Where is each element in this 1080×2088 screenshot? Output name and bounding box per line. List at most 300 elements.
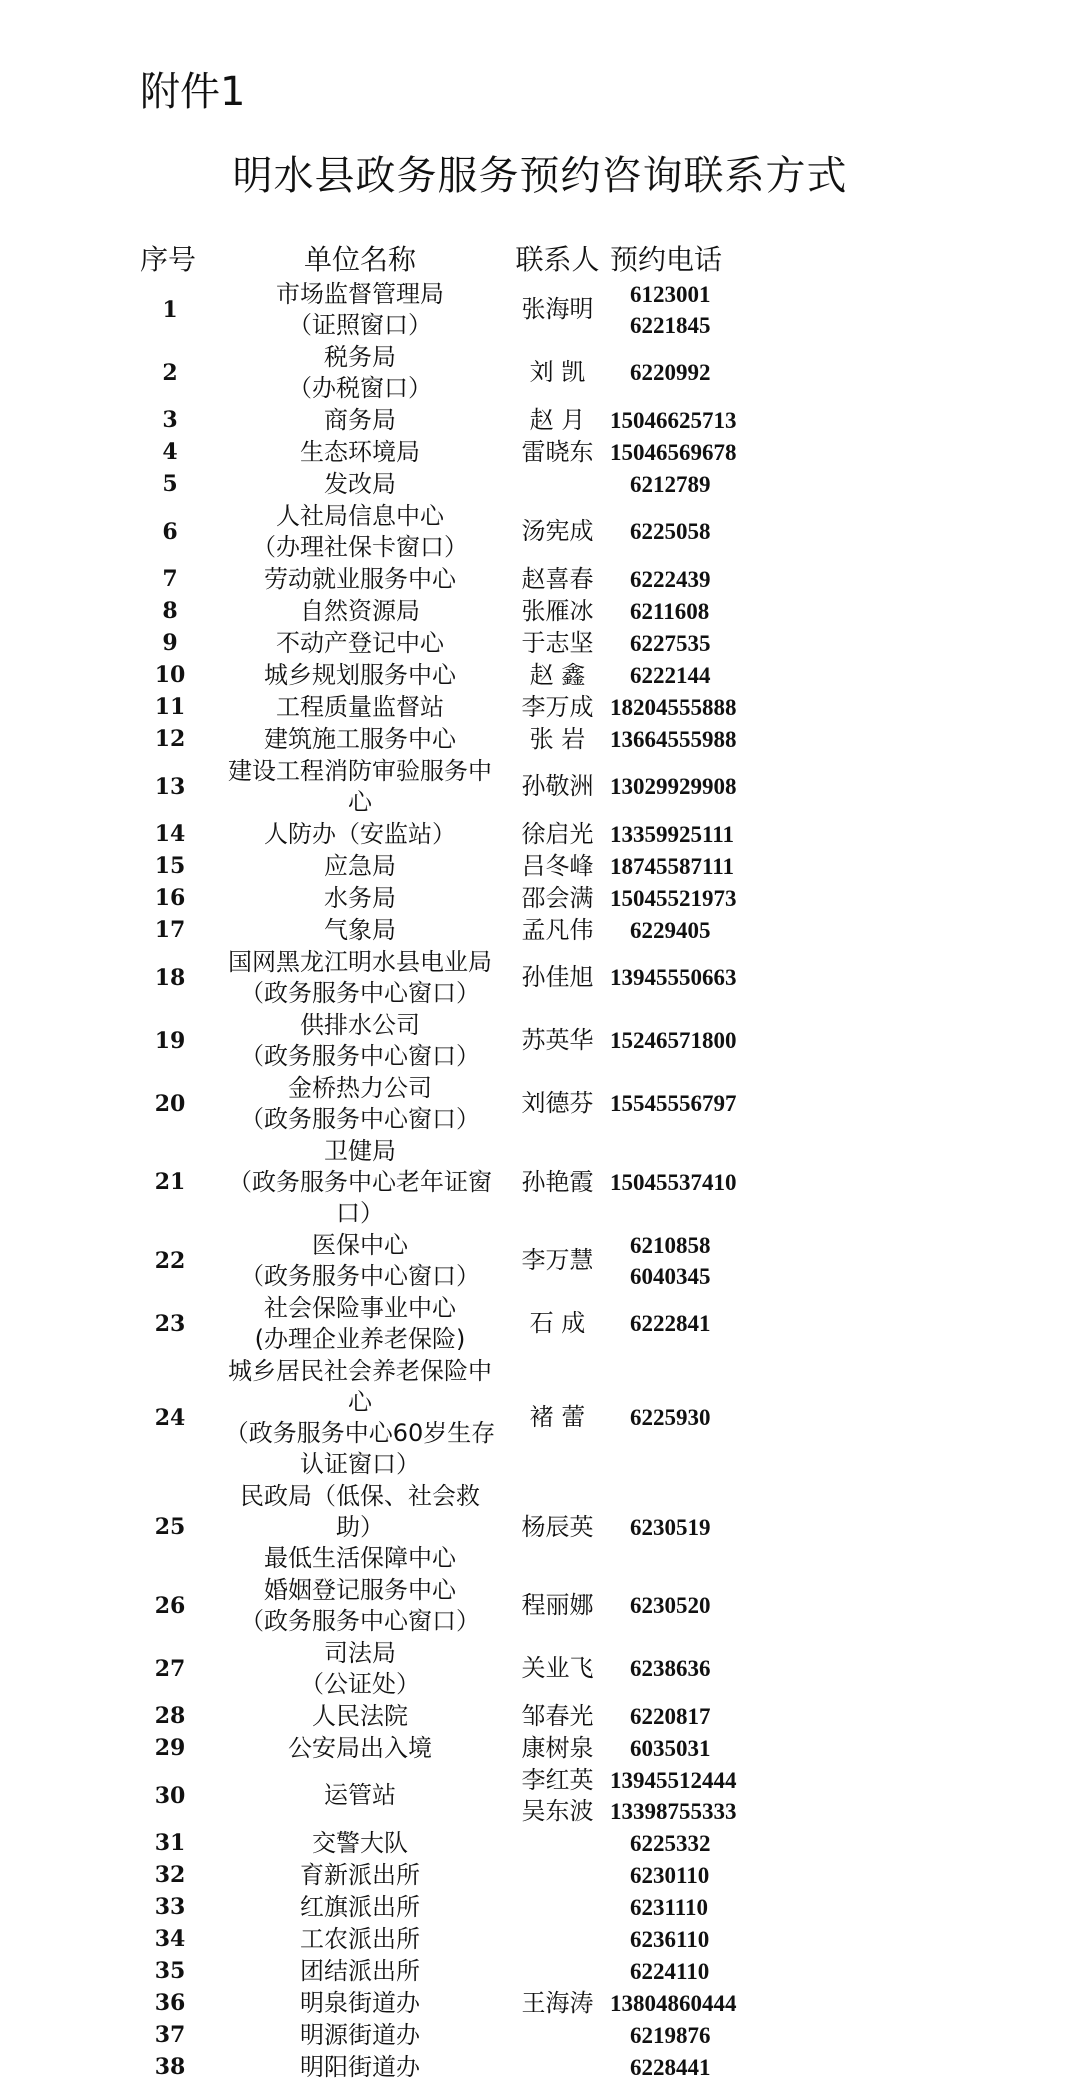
cell-unit-name — [210, 1073, 510, 1135]
cell-no: 32 — [154, 1862, 186, 1888]
header-contact: 联系人 — [515, 243, 600, 276]
cell-contact — [510, 1765, 605, 1827]
cell-phone-line: 6222439 — [630, 566, 711, 592]
cell-contact-line: 李万慧 — [521, 1246, 594, 1274]
cell-no: 19 — [154, 1027, 186, 1054]
cell-unit-name — [210, 883, 510, 914]
table-row — [130, 1135, 750, 1229]
table-row — [130, 818, 750, 850]
cell-phone-line: 6229405 — [630, 917, 711, 943]
cell-unit-name-line: （办税窗口） — [288, 373, 432, 402]
cell-contact — [510, 1701, 605, 1732]
cell-phone — [605, 1828, 750, 1859]
cell-contact-line: 苏英华 — [521, 1026, 594, 1054]
cell-unit-name-line: 明阳街道办 — [300, 2052, 420, 2081]
cell-contact — [510, 357, 605, 388]
cell-unit-name-line: 自然资源局 — [300, 596, 420, 625]
cell-phone-line: 13359925111 — [610, 821, 734, 847]
cell-phone-line: 18745587111 — [610, 853, 734, 879]
cell-phone — [605, 628, 750, 659]
cell-phone — [605, 1956, 750, 1987]
cell-unit-name-line: （政务服务中心窗口） — [240, 978, 480, 1007]
cell-unit-name-line: 城乡规划服务中心 — [264, 660, 456, 689]
cell-unit-name — [210, 1481, 510, 1574]
cell-unit-name — [210, 279, 510, 341]
cell-phone — [605, 2020, 750, 2051]
cell-phone-line: 6040345 — [630, 1263, 711, 1289]
table-row — [130, 278, 750, 341]
cell-phone-line: 6228441 — [630, 2054, 711, 2080]
cell-phone — [605, 851, 750, 882]
cell-contact-line: 吴东波 — [521, 1796, 594, 1825]
cell-unit-name — [210, 1356, 510, 1480]
cell-contact — [510, 1025, 605, 1056]
table-row — [130, 1955, 750, 1987]
cell-contact-line: 赵 鑫 — [529, 660, 586, 689]
table-row — [130, 946, 750, 1009]
cell-no: 2 — [162, 359, 178, 386]
cell-phone-line: 6123001 — [630, 281, 711, 307]
table-row — [130, 404, 750, 436]
cell-unit-name-line: 劳动就业服务中心 — [264, 564, 456, 593]
document-title: 明水县政务服务预约咨询联系方式 — [232, 153, 848, 199]
cell-no: 34 — [154, 1926, 186, 1952]
cell-unit-name — [210, 756, 510, 818]
table-row — [130, 1292, 750, 1355]
table-row — [130, 595, 750, 627]
cell-phone-line: 15046625713 — [610, 407, 737, 433]
header-no: 序号 — [140, 243, 197, 276]
cell-contact-line: 石 成 — [529, 1309, 586, 1337]
table-row — [130, 1009, 750, 1072]
cell-unit-name — [210, 1956, 510, 1987]
cell-phone — [605, 357, 750, 388]
cell-unit-name — [210, 915, 510, 946]
cell-unit-name-line: 交警大队 — [312, 1828, 408, 1857]
cell-no: 30 — [154, 1782, 186, 1809]
cell-contact-line: 褚 蕾 — [529, 1403, 586, 1431]
cell-unit-name-line: 税务局 — [324, 342, 396, 371]
cell-no: 33 — [154, 1894, 186, 1920]
table-row — [130, 882, 750, 914]
cell-no: 11 — [154, 694, 186, 720]
cell-unit-name — [210, 851, 510, 882]
cell-unit-name-line: 运管站 — [324, 1781, 396, 1809]
cell-phone — [605, 962, 750, 993]
cell-no: 23 — [154, 1310, 186, 1337]
cell-unit-name — [210, 1010, 510, 1072]
cell-contact — [510, 1653, 605, 1684]
cell-unit-name-line: 人社局信息中心 — [276, 501, 444, 530]
cell-unit-name-line: 公安局出入境 — [288, 1733, 432, 1762]
cell-unit-name-line: 发改局 — [324, 469, 396, 498]
cell-unit-name-line: 口） — [336, 1198, 384, 1227]
attachment-label: 附件1 — [140, 69, 246, 115]
cell-unit-name — [210, 1860, 510, 1891]
cell-no: 29 — [154, 1735, 186, 1761]
cell-phone — [605, 1512, 750, 1543]
cell-unit-name-line: 人民法院 — [312, 1701, 408, 1730]
cell-phone — [605, 1701, 750, 1732]
cell-unit-name-line: 明泉街道办 — [300, 1988, 420, 2017]
cell-contact-line: 赵喜春 — [521, 564, 594, 593]
cell-unit-name-line: 应急局 — [324, 851, 396, 880]
cell-contact-line: 雷晓东 — [521, 437, 594, 466]
cell-unit-name — [210, 1230, 510, 1292]
cell-phone-line: 13029929908 — [610, 774, 737, 799]
cell-no: 18 — [154, 964, 186, 991]
cell-unit-name — [210, 1701, 510, 1732]
cell-contact-line: 张海明 — [521, 295, 594, 323]
cell-phone — [605, 516, 750, 547]
cell-contact — [510, 1988, 605, 2019]
cell-phone-line: 6035031 — [630, 1735, 711, 1761]
cell-phone — [605, 1230, 750, 1292]
cell-phone — [605, 1765, 750, 1827]
cell-contact-line: 程丽娜 — [521, 1591, 594, 1619]
cell-unit-name-line: (办理企业养老保险) — [254, 1324, 466, 1353]
cell-no: 22 — [154, 1247, 186, 1274]
cell-unit-name-line: 心 — [348, 787, 372, 816]
cell-phone — [605, 1167, 750, 1198]
cell-unit-name-line: 民政局（低保、社会救 — [240, 1481, 480, 1510]
cell-unit-name-line: （政务服务中心窗口） — [240, 1261, 480, 1290]
cell-no: 15 — [154, 853, 186, 879]
table-row — [130, 1637, 750, 1700]
cell-phone-line: 13664555988 — [610, 726, 737, 752]
cell-unit-name-line: 不动产登记中心 — [276, 628, 444, 657]
cell-phone — [605, 819, 750, 850]
cell-contact — [510, 724, 605, 755]
table-row — [130, 563, 750, 595]
cell-unit-name — [210, 1733, 510, 1764]
table-row — [130, 723, 750, 755]
cell-unit-name — [210, 947, 510, 1009]
cell-unit-name — [210, 724, 510, 755]
cell-contact-line: 王海涛 — [521, 1988, 594, 2017]
cell-contact-line: 李万成 — [521, 692, 594, 721]
cell-no: 7 — [162, 566, 178, 592]
cell-no: 12 — [154, 726, 186, 752]
cell-contact — [510, 1088, 605, 1119]
cell-unit-name-line: 金桥热力公司 — [288, 1073, 432, 1102]
cell-contact — [510, 1590, 605, 1621]
cell-phone — [605, 1653, 750, 1684]
table-row — [130, 850, 750, 882]
cell-unit-name-line: （政务服务中心窗口） — [240, 1041, 480, 1070]
cell-unit-name — [210, 501, 510, 563]
cell-contact-line: 杨辰英 — [521, 1512, 594, 1541]
cell-phone-line: 15045537410 — [610, 1169, 737, 1195]
cell-contact — [510, 437, 605, 468]
cell-unit-name — [210, 342, 510, 404]
table-row — [130, 2051, 750, 2083]
cell-phone — [605, 1402, 750, 1433]
cell-unit-name — [210, 1293, 510, 1355]
cell-phone-line: 6230519 — [630, 1514, 711, 1540]
cell-phone — [605, 2052, 750, 2083]
table-row — [130, 1987, 750, 2019]
cell-no: 13 — [154, 773, 186, 800]
cell-phone — [605, 771, 750, 802]
cell-contact-line: 李红英 — [521, 1765, 594, 1794]
cell-phone — [605, 1308, 750, 1339]
cell-unit-name-line: 建筑施工服务中心 — [264, 724, 456, 753]
contact-table — [130, 238, 750, 2083]
cell-unit-name-line: 团结派出所 — [300, 1956, 420, 1985]
cell-unit-name-line: 明源街道办 — [300, 2020, 420, 2049]
cell-contact — [510, 692, 605, 723]
cell-phone-line: 6212789 — [630, 471, 711, 497]
cell-unit-name-line: 心 — [348, 1387, 372, 1416]
table-row — [130, 1764, 750, 1827]
cell-contact-line: 张雁冰 — [521, 596, 594, 625]
cell-unit-name-line: 卫健局 — [324, 1136, 396, 1165]
cell-contact — [510, 564, 605, 595]
cell-phone-line: 15045521973 — [610, 885, 737, 911]
cell-phone-line: 13804860444 — [610, 1990, 737, 2016]
cell-contact-line: 孙艳霞 — [521, 1167, 594, 1196]
cell-unit-name — [210, 692, 510, 723]
table-row — [130, 1229, 750, 1292]
cell-unit-name-line: 社会保险事业中心 — [264, 1293, 456, 1322]
cell-contact — [510, 1167, 605, 1198]
cell-phone — [605, 596, 750, 627]
table-row — [130, 1072, 750, 1135]
table-row — [130, 627, 750, 659]
cell-unit-name — [210, 1575, 510, 1637]
cell-phone — [605, 1088, 750, 1119]
cell-unit-name — [210, 1828, 510, 1859]
cell-unit-name — [210, 628, 510, 659]
cell-unit-name — [210, 469, 510, 500]
table-row — [130, 1827, 750, 1859]
cell-no: 31 — [154, 1830, 186, 1856]
cell-phone — [605, 405, 750, 436]
table-row — [130, 341, 750, 404]
cell-unit-name-line: 最低生活保障中心 — [264, 1543, 456, 1572]
cell-unit-name-line: 司法局 — [324, 1638, 396, 1667]
cell-contact-line: 刘 凯 — [529, 358, 586, 386]
cell-contact-line: 汤宪成 — [521, 517, 594, 545]
cell-phone — [605, 1733, 750, 1764]
cell-unit-name — [210, 1638, 510, 1700]
cell-phone-line: 6224110 — [630, 1958, 710, 1984]
cell-contact-line: 康树泉 — [521, 1733, 594, 1762]
table-row — [130, 914, 750, 946]
cell-phone — [605, 1590, 750, 1621]
table-row — [130, 1732, 750, 1764]
cell-no: 5 — [162, 471, 178, 497]
cell-no: 14 — [154, 821, 186, 847]
cell-contact — [510, 819, 605, 850]
cell-contact — [510, 962, 605, 993]
cell-phone-line: 18204555888 — [610, 694, 737, 720]
cell-no: 9 — [162, 630, 178, 656]
cell-phone — [605, 1988, 750, 2019]
cell-contact-line: 张 岩 — [529, 724, 586, 753]
cell-contact-line: 邵会满 — [521, 883, 594, 912]
cell-contact — [510, 660, 605, 691]
cell-phone-line: 6210858 — [630, 1232, 711, 1258]
table-row — [130, 659, 750, 691]
cell-contact-line: 孙佳旭 — [521, 963, 594, 991]
cell-phone-line: 6222144 — [630, 662, 711, 688]
cell-phone — [605, 1924, 750, 1955]
cell-unit-name-line: （政务服务中心60岁生存 — [224, 1418, 496, 1447]
cell-unit-name — [210, 1136, 510, 1229]
cell-unit-name-line: 市场监督管理局 — [276, 279, 444, 308]
header-name: 单位名称 — [303, 243, 416, 276]
cell-contact — [510, 1402, 605, 1433]
cell-phone — [605, 1025, 750, 1056]
cell-unit-name — [210, 405, 510, 436]
cell-phone-line: 6222841 — [630, 1311, 711, 1336]
cell-contact — [510, 915, 605, 946]
cell-contact-line: 刘德芬 — [521, 1089, 594, 1117]
cell-no: 6 — [162, 518, 178, 545]
cell-no: 20 — [154, 1090, 186, 1117]
cell-contact-line: 邹春光 — [521, 1701, 594, 1730]
cell-phone — [605, 915, 750, 946]
cell-phone-line: 6231110 — [630, 1894, 708, 1920]
cell-contact — [510, 771, 605, 802]
cell-phone-line: 13398755333 — [610, 1798, 737, 1824]
cell-no: 25 — [154, 1514, 186, 1540]
cell-no: 16 — [154, 885, 186, 911]
cell-phone-line: 6230520 — [630, 1593, 711, 1618]
table-row — [130, 1891, 750, 1923]
table-body — [130, 278, 750, 2083]
cell-contact-line: 吕冬峰 — [521, 851, 594, 880]
cell-unit-name-line: 育新派出所 — [300, 1860, 420, 1889]
cell-contact-line: 孟凡伟 — [521, 915, 594, 944]
cell-no: 26 — [154, 1592, 186, 1619]
table-row — [130, 1700, 750, 1732]
cell-contact — [510, 883, 605, 914]
cell-phone-line: 6225332 — [630, 1830, 711, 1856]
cell-unit-name-line: 红旗派出所 — [300, 1892, 420, 1921]
cell-phone-line: 6225930 — [630, 1405, 711, 1430]
cell-unit-name-line: （政务服务中心老年证窗 — [228, 1167, 492, 1196]
cell-contact — [510, 1245, 605, 1276]
cell-unit-name-line: 婚姻登记服务中心 — [264, 1575, 456, 1604]
cell-contact — [510, 851, 605, 882]
table-row — [130, 1355, 750, 1480]
cell-phone-line: 13945550663 — [610, 965, 737, 990]
cell-phone-line: 15545556797 — [610, 1091, 737, 1116]
table-row — [130, 1480, 750, 1574]
cell-contact — [510, 405, 605, 436]
cell-unit-name-line: 医保中心 — [312, 1230, 408, 1259]
cell-unit-name-line: 工程质量监督站 — [276, 692, 444, 721]
cell-phone-line: 6219876 — [630, 2022, 711, 2048]
cell-no: 37 — [154, 2022, 186, 2048]
cell-unit-name — [210, 819, 510, 850]
cell-phone-line: 6211608 — [630, 598, 710, 624]
cell-phone — [605, 279, 750, 341]
cell-unit-name-line: 人防办（安监站） — [264, 819, 456, 848]
cell-phone — [605, 1860, 750, 1891]
cell-no: 38 — [154, 2054, 186, 2080]
table-row — [130, 500, 750, 563]
cell-contact-line: 关业飞 — [521, 1654, 594, 1682]
cell-no: 24 — [154, 1404, 186, 1431]
cell-phone-line: 6225058 — [630, 519, 711, 544]
cell-phone-line: 6221845 — [630, 312, 711, 338]
cell-unit-name-line: （政务服务中心窗口） — [240, 1104, 480, 1133]
cell-contact — [510, 1512, 605, 1543]
cell-phone — [605, 564, 750, 595]
cell-contact — [510, 596, 605, 627]
cell-contact — [510, 516, 605, 547]
cell-unit-name-line: 生态环境局 — [300, 437, 420, 466]
cell-unit-name-line: 水务局 — [324, 883, 396, 912]
cell-unit-name-line: 建设工程消防审验服务中 — [228, 756, 492, 785]
table-row — [130, 468, 750, 500]
cell-phone — [605, 724, 750, 755]
cell-phone-line: 6236110 — [630, 1926, 710, 1952]
cell-unit-name — [210, 1780, 510, 1811]
cell-unit-name-line: 助） — [336, 1512, 384, 1541]
cell-contact — [510, 628, 605, 659]
cell-unit-name-line: （政务服务中心窗口） — [240, 1606, 480, 1635]
cell-contact-line: 徐启光 — [521, 819, 594, 848]
header-phone: 预约电话 — [610, 243, 723, 276]
table-row — [130, 1923, 750, 1955]
cell-phone-line: 15246571800 — [610, 1028, 737, 1053]
cell-phone — [605, 692, 750, 723]
cell-no: 10 — [154, 662, 186, 688]
cell-no: 21 — [154, 1169, 186, 1195]
cell-unit-name-line: （证照窗口） — [288, 310, 432, 339]
cell-no: 36 — [154, 1990, 186, 2016]
cell-unit-name — [210, 596, 510, 627]
cell-phone — [605, 1892, 750, 1923]
cell-no: 8 — [162, 598, 178, 624]
cell-unit-name-line: 供排水公司 — [300, 1010, 420, 1039]
cell-no: 4 — [162, 439, 178, 465]
cell-unit-name-line: （公证处） — [300, 1669, 420, 1698]
cell-contact-line: 赵 月 — [529, 405, 586, 434]
cell-phone — [605, 469, 750, 500]
cell-unit-name-line: 城乡居民社会养老保险中 — [228, 1356, 492, 1385]
cell-no: 3 — [162, 407, 178, 433]
cell-phone — [605, 660, 750, 691]
table-row — [130, 2019, 750, 2051]
cell-phone-line: 6227535 — [630, 630, 711, 656]
cell-unit-name-line: 商务局 — [324, 405, 396, 434]
cell-unit-name-line: 气象局 — [324, 915, 396, 944]
cell-contact — [510, 294, 605, 325]
cell-unit-name-line: （办理社保卡窗口） — [252, 532, 468, 561]
cell-unit-name — [210, 2052, 510, 2083]
table-row — [130, 436, 750, 468]
table-row — [130, 1859, 750, 1891]
cell-unit-name — [210, 1892, 510, 1923]
cell-unit-name — [210, 437, 510, 468]
cell-phone — [605, 883, 750, 914]
cell-contact — [510, 1733, 605, 1764]
cell-phone-line: 6230110 — [630, 1862, 710, 1888]
cell-no: 35 — [154, 1958, 186, 1984]
cell-no: 28 — [154, 1703, 186, 1729]
cell-unit-name — [210, 1988, 510, 2019]
cell-phone — [605, 437, 750, 468]
cell-phone-line: 6220817 — [630, 1703, 711, 1729]
cell-phone-line: 6220992 — [630, 360, 711, 385]
cell-contact-line: 于志坚 — [521, 628, 594, 657]
